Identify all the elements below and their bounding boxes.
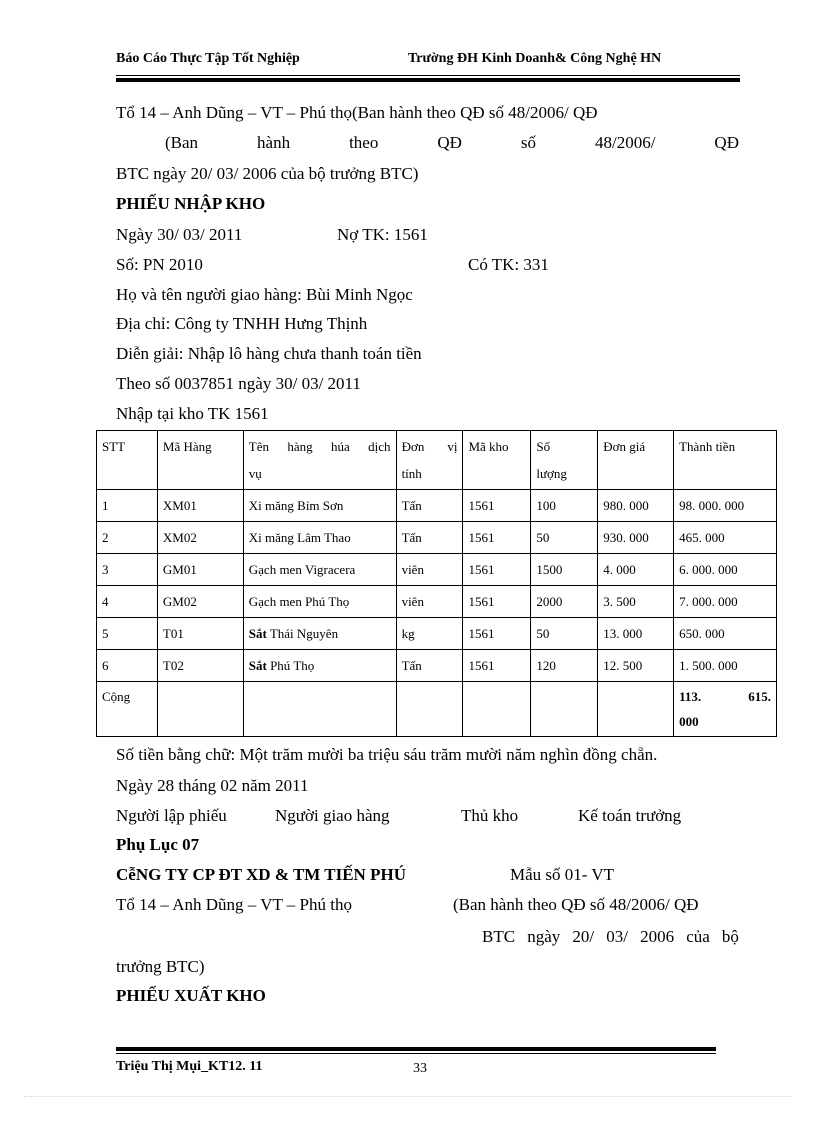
- cell-price: 12. 500: [598, 650, 674, 682]
- signer-storekeeper: Thủ kho: [461, 806, 519, 825]
- cell-qty: 1500: [531, 554, 598, 586]
- company-name: CễNG TY CP ĐT XD & TM TIẾN PHÚ: [116, 865, 406, 884]
- header-qty: [531, 431, 598, 490]
- word: số: [520, 133, 536, 152]
- word: theo: [349, 133, 379, 152]
- word: 113.: [679, 689, 702, 704]
- header-report-title: Báo Cáo Thực Tập Tốt Nghiệp: [116, 51, 300, 66]
- cell-code: T01: [157, 618, 243, 650]
- receipt-warehouse: Nhập tại kho TK 1561: [116, 404, 269, 423]
- cell-price: 4. 000: [598, 554, 674, 586]
- header-price: Đơn giá: [598, 431, 674, 490]
- cell-qty: 120: [531, 650, 598, 682]
- table-header-row: [97, 431, 777, 490]
- issuance-note-line3: trưởng BTC): [116, 957, 205, 976]
- signing-date: Ngày 28 tháng 02 năm 2011: [116, 776, 309, 795]
- word: QĐ: [437, 133, 462, 152]
- cell-unit: Tấn: [396, 650, 463, 682]
- cell-stt: 6: [97, 650, 158, 682]
- cell-empty: [243, 682, 396, 737]
- cell-name-bold: Sắt: [248, 658, 267, 673]
- cell-name: [243, 586, 396, 618]
- word: ngày: [527, 927, 561, 946]
- cell-stt: 5: [97, 618, 158, 650]
- receipt-description: Diễn giải: Nhập lô hàng chưa thanh toán tiền: [116, 344, 422, 363]
- word: hành: [257, 133, 291, 152]
- header-qty-line1: Số: [536, 439, 551, 454]
- receipt-title: PHIẾU NHẬP KHO: [116, 194, 266, 213]
- word: bộ: [721, 927, 739, 946]
- receipt-debit-account: Nợ TK: 1561: [337, 225, 428, 244]
- cell-store: 1561: [463, 490, 531, 522]
- receipt-number: Số: PN 2010: [116, 255, 203, 274]
- cell-empty: [157, 682, 243, 737]
- header-rule-thin: [116, 75, 740, 76]
- cell-code: GM02: [157, 586, 243, 618]
- cell-amount: 98. 000. 000: [674, 490, 777, 522]
- cell-name-text: Xi măng Lâm Thao: [248, 530, 351, 545]
- header-name: [243, 431, 396, 490]
- table-row: [97, 586, 777, 618]
- cell-empty: [598, 682, 674, 737]
- word: vị: [447, 439, 458, 454]
- signer-preparer: Người lập phiếu: [116, 806, 227, 825]
- cell-code: XM01: [157, 490, 243, 522]
- cell-name-text: Gạch men Vigracera: [248, 562, 356, 577]
- word: Đơn: [401, 439, 425, 454]
- word: Tên: [248, 439, 269, 454]
- header-rule-thick: [116, 78, 740, 82]
- cell-stt: 3: [97, 554, 158, 586]
- cell-store: 1561: [463, 586, 531, 618]
- cell-name: [243, 554, 396, 586]
- cell-empty: [531, 682, 598, 737]
- cell-name-text: Gạch men Phú Thọ: [248, 594, 350, 609]
- receipt-credit-account: Có TK: 331: [468, 255, 549, 274]
- cell-unit: kg: [396, 618, 463, 650]
- cell-stt: 2: [97, 522, 158, 554]
- cell-name: [243, 522, 396, 554]
- cell-price: 13. 000: [598, 618, 674, 650]
- cell-code: T02: [157, 650, 243, 682]
- amount-in-words: Số tiền bằng chữ: Một trăm mười ba triệu sáu trăm mười năm nghìn đồng chẵn.: [116, 745, 658, 764]
- issuance-note-line1: (Ban hành theo QĐ số 48/2006/ QĐ: [453, 895, 699, 914]
- cell-amount: 6. 000. 000: [674, 554, 777, 586]
- cell-name: [243, 490, 396, 522]
- cell-stt: 1: [97, 490, 158, 522]
- page-bottom-border: [24, 1096, 792, 1097]
- word: 03/: [606, 927, 628, 946]
- table-row: [97, 650, 777, 682]
- receipt-invoice: Theo số 0037851 ngày 30/ 03/ 2011: [116, 374, 361, 393]
- issuance-line-1: Tổ 14 – Anh Dũng – VT – Phú thọ(Ban hành theo QĐ số 48/2006/ QĐ: [116, 103, 598, 122]
- table-total-row: [97, 682, 777, 737]
- issuance-line-2: [165, 133, 739, 153]
- receipt-address: Địa chỉ: Công ty TNHH Hưng Thịnh: [116, 314, 368, 333]
- cell-name-text: Phú Thọ: [266, 658, 315, 673]
- word: 20/: [572, 927, 595, 946]
- issuance-note-line2: [482, 927, 739, 947]
- cell-amount: 7. 000. 000: [674, 586, 777, 618]
- cell-unit: Tấn: [396, 490, 463, 522]
- cell-price: 930. 000: [598, 522, 674, 554]
- cell-empty: [463, 682, 531, 737]
- total-label: Cộng: [97, 682, 158, 737]
- header-qty-line2: lượng: [536, 466, 567, 481]
- header-stt: STT: [97, 431, 158, 490]
- company-address: Tổ 14 – Anh Dũng – VT – Phú thọ: [116, 895, 352, 914]
- cell-name: [243, 618, 396, 650]
- header-store: Mã kho: [463, 431, 531, 490]
- footer-rule-thin: [116, 1053, 716, 1054]
- cell-qty: 100: [531, 490, 598, 522]
- word: 615.: [748, 689, 771, 704]
- header-amount: Thành tiền: [674, 431, 777, 490]
- cell-unit: viên: [396, 554, 463, 586]
- table-row: [97, 554, 777, 586]
- total-amount: [674, 682, 777, 737]
- receipt-date: Ngày 30/ 03/ 2011: [116, 225, 243, 244]
- signer-chief-accountant: Kế toán trưởng: [578, 806, 682, 825]
- table-row: [97, 522, 777, 554]
- cell-qty: 50: [531, 618, 598, 650]
- issuance-line-3: BTC ngày 20/ 03/ 2006 của bộ trưởng BTC): [116, 164, 419, 183]
- footer-author: Triệu Thị Mụi_KT12. 11: [116, 1059, 263, 1074]
- cell-amount: 1. 500. 000: [674, 650, 777, 682]
- signer-deliverer: Người giao hàng: [275, 806, 390, 825]
- cell-name-text: Thái Nguyên: [266, 626, 339, 641]
- receipt-deliverer: Họ và tên người giao hàng: Bùi Minh Ngọc: [116, 285, 413, 304]
- header-university: Trường ĐH Kinh Doanh& Công Nghệ HN: [408, 51, 662, 66]
- cell-code: XM02: [157, 522, 243, 554]
- form-number: Mẫu số 01- VT: [510, 865, 615, 884]
- table-row: [97, 490, 777, 522]
- cell-price: 3. 500: [598, 586, 674, 618]
- word: QĐ: [714, 133, 739, 152]
- word: 2006: [640, 927, 675, 946]
- cell-empty: [396, 682, 463, 737]
- cell-unit: viên: [396, 586, 463, 618]
- word: BTC: [482, 927, 516, 946]
- word: của: [686, 927, 710, 946]
- receipt-table: [96, 430, 777, 737]
- cell-price: 980. 000: [598, 490, 674, 522]
- header-unit-line2: tính: [401, 466, 422, 481]
- cell-qty: 50: [531, 522, 598, 554]
- issue-slip-title: PHIẾU XUẤT KHO: [116, 986, 266, 1005]
- header-unit: [396, 431, 463, 490]
- cell-name-bold: Sắt: [248, 626, 267, 641]
- cell-amount: 465. 000: [674, 522, 777, 554]
- cell-name: [243, 650, 396, 682]
- word: 48/2006/: [594, 133, 656, 152]
- footer-rule-thick: [116, 1047, 716, 1051]
- page-number: 33: [413, 1061, 427, 1076]
- cell-store: 1561: [463, 650, 531, 682]
- word: dịch: [368, 439, 391, 454]
- appendix-title: Phụ Lục 07: [116, 835, 200, 854]
- cell-store: 1561: [463, 618, 531, 650]
- cell-amount: 650. 000: [674, 618, 777, 650]
- cell-unit: Tấn: [396, 522, 463, 554]
- cell-stt: 4: [97, 586, 158, 618]
- cell-name-text: Xi măng Bỉm Sơn: [248, 498, 344, 513]
- header-name-line2: vụ: [248, 466, 262, 481]
- cell-store: 1561: [463, 554, 531, 586]
- cell-code: GM01: [157, 554, 243, 586]
- header-code: Mã Hàng: [157, 431, 243, 490]
- cell-store: 1561: [463, 522, 531, 554]
- word: húa: [331, 439, 350, 454]
- cell-qty: 2000: [531, 586, 598, 618]
- word: (Ban: [165, 133, 199, 152]
- table-row: [97, 618, 777, 650]
- total-amount-line2: 000: [679, 714, 699, 729]
- word: hàng: [287, 439, 313, 454]
